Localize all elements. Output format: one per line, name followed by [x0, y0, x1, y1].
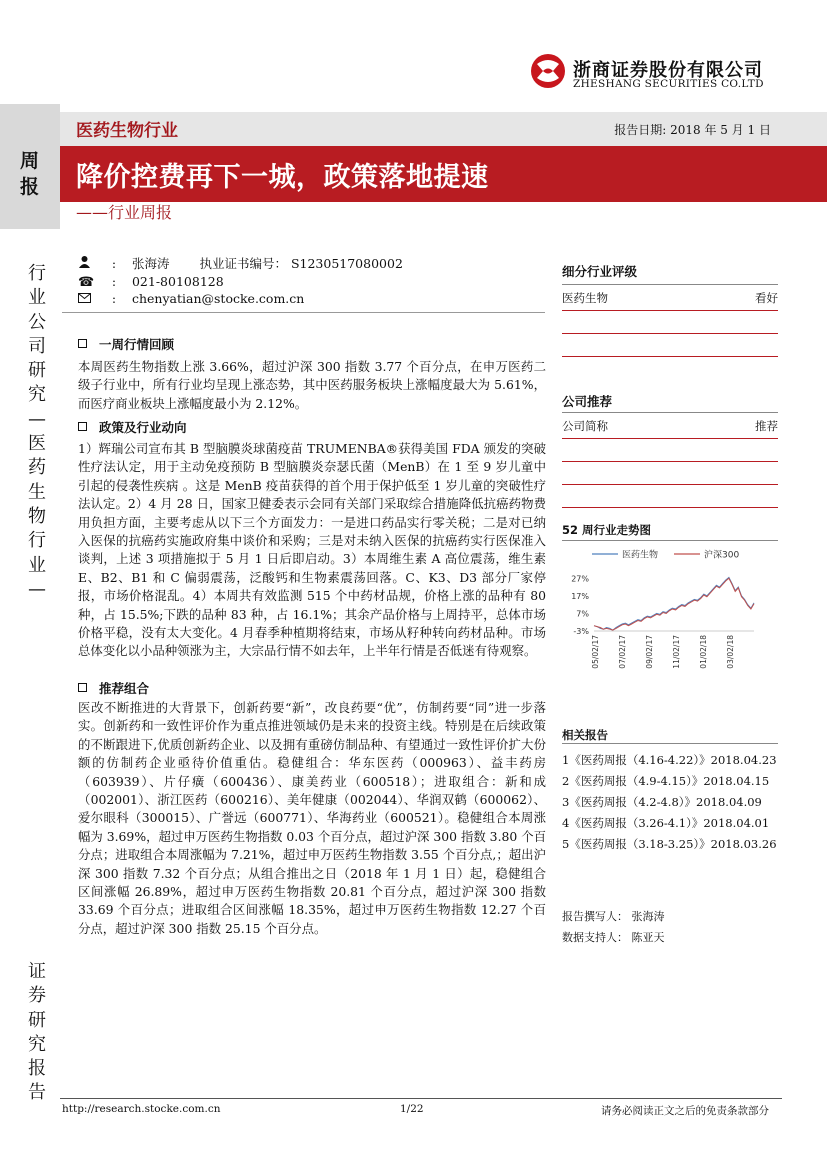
section-heading-policy: 政策及行业动向: [78, 418, 187, 436]
footer-divider: [60, 1098, 782, 1099]
company-logo: [529, 52, 769, 98]
logo-mark-icon: [529, 52, 567, 90]
divider: [562, 284, 778, 285]
phone-row: ☎ : 021-80108128: [78, 274, 224, 290]
related-report-link[interactable]: 2《医药周报（4.9-4.15）》2018.04.15: [562, 774, 770, 788]
x-tick-label: 03/02/18: [726, 635, 735, 669]
y-tick-label: 27%: [571, 574, 589, 584]
section-text-portfolio: 医改不断推进的大背景下，创新药要“新”，改良药要“优”，仿制药要“同”进一步落实。创新药和一致性评价作为重点推进领域仍是未来的投资主线。特别是在后续政策的不断跟进下,优质创新药企业、以及拥有重磅仿制品种、有望通过一致性评价扩大份额的仿制药企业亟待价值重估。稳健组合：华东医药（000963）、益丰药房（603939）、片仔癀（600436）、康美药业（600518）；进取组合：新和成（002001）、浙江医药（600216）、美年健康（002044）、华润双鹤（600062）、爱尔眼科（300015）、广誉远（600771）、华海药业（600521）。稳健组合本周涨幅为 3.69%，超过申万医药生物指数 0.03 个百分点，超过沪深 300 指数 3.80 个百分点；进取组合本周涨幅为 7.21%，超过申万医药生物指数 3.55 个百分点,；超出沪深 300 指数 7.32 个百分点；从组合推出之日（2018 年 1 月 1 日）起，稳健组合区间涨幅 26.89%，超过申万医药生物指数 20.81 个百分点，超过沪深 300 指数 33.69 个百分点；进取组合区间涨幅 18.35%，超过申万医药生物指数 12.27 个百分点，超过沪深 300 指数 25.15 个百分点。: [78, 700, 546, 936]
analyst-name: 张海涛: [131, 256, 170, 271]
related-report-link[interactable]: 5《医药周报（3.18-3.25）》2018.03.26: [562, 837, 777, 851]
email-row: : chenyatian@stocke.com.cn: [78, 290, 304, 308]
section-text-policy: 1）辉瑞公司宣布其 B 型脑膜炎球菌疫苗 TRUMENBA®获得美国 FDA 颁发的突破性疗法认定，用于主动免疫预防 B 型脑膜炎奈瑟氏菌（MenB）在 1 至 9 岁儿童中引起的侵袭性疾病 。这是 MenB 疫苗获得的首个用于保护低至 1 岁儿童的突破性疗法认定。2）4 月 28 日，国家卫健委表示会同有关部门采取综合措施降低抗癌药物费用负担方面，主要考虑从以下三个方面发力：一是进口药品实行零关税；二是对已纳入医保的抗癌药实施政府集中谈价和采购；三是对未纳入医保的抗癌药实行医保准入谈判，上述 3 项措施拟于 5 月 1 日后即启动。3）本周维生素 A 高位震荡，维生素 E、B2、B1 和 C 偏弱震荡，泛酸钙和生物素震荡回落。C、K3、D3 部分厂家停报，市场价格混乱。4）本周共有效监测 515 个中药材品规，价格上涨的品种有 80 种，占 15.5%;下跌的品种 83 种，占 16.1%；其余产品价格与上周持平，总体市场价格平稳，没有太大变化。4 月春季种植期将结束，市场从籽种转向药材品种。市场总体变化以小品种领涨为主，大宗品行情不如去年，上半年行情是否低迷有待观察。: [78, 441, 546, 659]
related-title: 相关报告: [562, 728, 608, 742]
divider: [562, 484, 778, 485]
related-report-link[interactable]: 4《医药周报（3.26-4.1）》2018.04.01: [562, 816, 770, 830]
analyst-row: : 张海涛 执业证书编号： S1230517080002: [78, 255, 403, 273]
divider: [562, 743, 778, 744]
x-tick-label: 07/02/17: [618, 635, 627, 669]
divider: [562, 356, 778, 357]
page-title: 降价控费再下一城，政策落地提速: [76, 162, 489, 193]
data-supporter: 数据支持人： 陈亚天: [562, 931, 665, 944]
side-category-label: 行业公司研究—医药生物行业—: [28, 263, 46, 600]
y-tick-label: -3%: [573, 627, 589, 636]
section-heading-portfolio: 推荐组合: [78, 679, 149, 697]
legend-label: 医药生物: [622, 550, 659, 561]
divider: [562, 507, 778, 508]
cert-number: S1230517080002: [290, 256, 403, 271]
x-tick-label: 05/02/17: [591, 635, 600, 669]
page-number: 1/22: [400, 1103, 424, 1115]
page-subtitle: ——行业周报: [76, 203, 173, 222]
industry-label: 医药生物行业: [76, 121, 178, 141]
company-name-cn: 浙商证券股份有限公司: [573, 60, 763, 81]
person-icon: [78, 255, 96, 274]
section-text-market: 本周医药生物指数上涨 3.66%，超过沪深 300 指数 3.77 个百分点，在申万医药二级子行业中，所有行业均呈现上涨态势，其中医药服务板块上涨幅度最大为 5.61%，而医疗商业板块上涨幅度最小为 2.12%。: [78, 359, 546, 411]
recommend-title: 公司推荐: [562, 394, 613, 409]
legend-label: 沪深300: [704, 550, 740, 561]
x-tick-label: 01/02/18: [699, 635, 708, 669]
report-date: 报告日期: 2018 年 5 月 1 日: [614, 123, 771, 137]
trend-chart: [562, 543, 778, 693]
divider: [562, 310, 778, 311]
related-report-link[interactable]: 1《医药周报（4.16-4.22）》2018.04.23: [562, 753, 777, 767]
week-label: 周报: [20, 150, 40, 198]
cert-label: 执业证书编号：: [199, 256, 287, 271]
related-report-link[interactable]: 3《医药周报（4.2-4.8）》2018.04.09: [562, 795, 762, 809]
y-tick-label: 7%: [576, 609, 589, 619]
x-tick-label: 09/02/17: [645, 635, 654, 669]
divider: [562, 461, 778, 462]
checkbox-icon: [78, 422, 87, 431]
divider: [562, 333, 778, 334]
divider: [562, 412, 778, 413]
section-heading-market: 一周行情回顾: [78, 335, 174, 353]
disclaimer-note: 请务必阅读正文之后的免责条款部分: [601, 1105, 769, 1117]
x-tick-label: 11/02/17: [672, 635, 681, 669]
email-icon: [78, 291, 96, 309]
phone-icon: ☎: [78, 275, 95, 290]
divider: [562, 540, 778, 541]
divider: [562, 438, 778, 439]
checkbox-icon: [78, 683, 87, 692]
series-line-pharma: [594, 577, 754, 630]
report-writer: 报告撰写人： 张海涛: [562, 910, 665, 923]
rating-title: 细分行业评级: [562, 264, 638, 279]
side-securities-label: 证券研究报告: [28, 961, 46, 1104]
company-name-en: ZHESHANG SECURITIES CO.LTD: [573, 78, 764, 90]
checkbox-icon: [78, 339, 87, 348]
chart-title: 52 周行业走势图: [562, 523, 652, 537]
divider: [62, 312, 545, 313]
y-tick-label: 17%: [571, 591, 589, 601]
analyst-email[interactable]: chenyatian@stocke.com.cn: [131, 291, 305, 306]
series-line-hs300: [594, 578, 754, 630]
footer-url-link[interactable]: http://research.stocke.com.cn: [62, 1103, 221, 1115]
analyst-phone: 021-80108128: [131, 274, 224, 289]
